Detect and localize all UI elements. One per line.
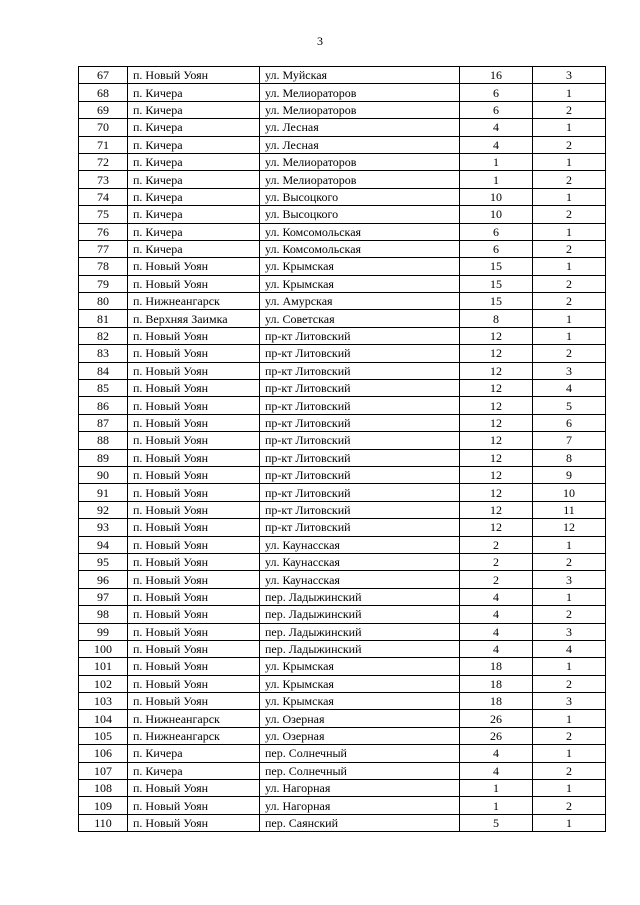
apartment-number-cell: 2 (533, 136, 606, 153)
table-row (79, 188, 606, 205)
apartment-number-cell: 2 (533, 606, 606, 623)
address-table-body (79, 67, 606, 832)
house-number-cell: 2 (460, 536, 533, 553)
row-number-cell: 99 (79, 623, 128, 640)
table-row (79, 67, 606, 84)
apartment-number-cell: 1 (533, 780, 606, 797)
row-number-cell: 87 (79, 414, 128, 431)
house-number-cell: 12 (460, 449, 533, 466)
locality-cell: п. Кичера (128, 153, 260, 170)
house-number-cell: 26 (460, 727, 533, 744)
apartment-number-cell: 12 (533, 519, 606, 536)
apartment-number-cell: 1 (533, 588, 606, 605)
apartment-number-cell: 1 (533, 223, 606, 240)
street-cell: ул. Нагорная (260, 780, 460, 797)
table-row (79, 240, 606, 257)
table-row (79, 536, 606, 553)
house-number-cell: 8 (460, 310, 533, 327)
house-number-cell: 12 (460, 397, 533, 414)
house-number-cell: 15 (460, 258, 533, 275)
table-row (79, 432, 606, 449)
locality-cell: п. Новый Уоян (128, 553, 260, 570)
street-cell: пер. Ладыжинский (260, 623, 460, 640)
table-row (79, 623, 606, 640)
apartment-number-cell: 1 (533, 327, 606, 344)
street-cell: пр-кт Литовский (260, 327, 460, 344)
apartment-number-cell: 1 (533, 536, 606, 553)
house-number-cell: 12 (460, 466, 533, 483)
apartment-number-cell: 3 (533, 67, 606, 84)
locality-cell: п. Новый Уоян (128, 275, 260, 292)
row-number-cell: 92 (79, 501, 128, 518)
table-row (79, 310, 606, 327)
street-cell: ул. Мелиораторов (260, 84, 460, 101)
house-number-cell: 18 (460, 693, 533, 710)
table-row (79, 380, 606, 397)
locality-cell: п. Новый Уоян (128, 797, 260, 814)
house-number-cell: 12 (460, 362, 533, 379)
address-table (78, 66, 606, 832)
apartment-number-cell: 3 (533, 693, 606, 710)
row-number-cell: 71 (79, 136, 128, 153)
locality-cell: п. Кичера (128, 206, 260, 223)
street-cell: ул. Крымская (260, 693, 460, 710)
row-number-cell: 89 (79, 449, 128, 466)
row-number-cell: 98 (79, 606, 128, 623)
row-number-cell: 81 (79, 310, 128, 327)
row-number-cell: 85 (79, 380, 128, 397)
table-row (79, 171, 606, 188)
apartment-number-cell: 8 (533, 449, 606, 466)
apartment-number-cell: 3 (533, 623, 606, 640)
apartment-number-cell: 6 (533, 414, 606, 431)
street-cell: пр-кт Литовский (260, 432, 460, 449)
street-cell: пер. Ладыжинский (260, 588, 460, 605)
house-number-cell: 12 (460, 432, 533, 449)
locality-cell: п. Кичера (128, 136, 260, 153)
street-cell: ул. Советская (260, 310, 460, 327)
apartment-number-cell: 1 (533, 745, 606, 762)
locality-cell: п. Новый Уоян (128, 536, 260, 553)
locality-cell: п. Новый Уоян (128, 362, 260, 379)
row-number-cell: 77 (79, 240, 128, 257)
table-row (79, 414, 606, 431)
table-row (79, 293, 606, 310)
apartment-number-cell: 2 (533, 275, 606, 292)
row-number-cell: 100 (79, 640, 128, 657)
locality-cell: п. Новый Уоян (128, 623, 260, 640)
house-number-cell: 1 (460, 171, 533, 188)
row-number-cell: 79 (79, 275, 128, 292)
street-cell: ул. Лесная (260, 136, 460, 153)
street-cell: ул. Озерная (260, 710, 460, 727)
house-number-cell: 6 (460, 223, 533, 240)
row-number-cell: 94 (79, 536, 128, 553)
row-number-cell: 104 (79, 710, 128, 727)
street-cell: пр-кт Литовский (260, 380, 460, 397)
apartment-number-cell: 1 (533, 710, 606, 727)
street-cell: ул. Муйская (260, 67, 460, 84)
row-number-cell: 105 (79, 727, 128, 744)
house-number-cell: 26 (460, 710, 533, 727)
table-row (79, 693, 606, 710)
row-number-cell: 110 (79, 814, 128, 831)
apartment-number-cell: 4 (533, 380, 606, 397)
apartment-number-cell: 4 (533, 640, 606, 657)
row-number-cell: 86 (79, 397, 128, 414)
row-number-cell: 83 (79, 345, 128, 362)
street-cell: пр-кт Литовский (260, 414, 460, 431)
table-row (79, 397, 606, 414)
table-row (79, 797, 606, 814)
apartment-number-cell: 11 (533, 501, 606, 518)
house-number-cell: 4 (460, 588, 533, 605)
table-row (79, 780, 606, 797)
apartment-number-cell: 1 (533, 119, 606, 136)
locality-cell: п. Новый Уоян (128, 519, 260, 536)
apartment-number-cell: 2 (533, 553, 606, 570)
street-cell: пер. Ладыжинский (260, 606, 460, 623)
locality-cell: п. Новый Уоян (128, 380, 260, 397)
street-cell: пр-кт Литовский (260, 345, 460, 362)
locality-cell: п. Новый Уоян (128, 640, 260, 657)
table-row (79, 519, 606, 536)
street-cell: ул. Крымская (260, 275, 460, 292)
table-row (79, 484, 606, 501)
locality-cell: п. Кичера (128, 223, 260, 240)
table-row (79, 640, 606, 657)
row-number-cell: 72 (79, 153, 128, 170)
street-cell: пр-кт Литовский (260, 397, 460, 414)
apartment-number-cell: 1 (533, 84, 606, 101)
row-number-cell: 68 (79, 84, 128, 101)
table-row (79, 588, 606, 605)
house-number-cell: 12 (460, 484, 533, 501)
street-cell: пр-кт Литовский (260, 466, 460, 483)
locality-cell: п. Новый Уоян (128, 693, 260, 710)
house-number-cell: 15 (460, 275, 533, 292)
locality-cell: п. Новый Уоян (128, 780, 260, 797)
apartment-number-cell: 1 (533, 258, 606, 275)
table-row (79, 362, 606, 379)
house-number-cell: 4 (460, 119, 533, 136)
house-number-cell: 12 (460, 519, 533, 536)
house-number-cell: 4 (460, 745, 533, 762)
row-number-cell: 75 (79, 206, 128, 223)
row-number-cell: 90 (79, 466, 128, 483)
street-cell: ул. Озерная (260, 727, 460, 744)
row-number-cell: 82 (79, 327, 128, 344)
table-row (79, 727, 606, 744)
street-cell: пр-кт Литовский (260, 449, 460, 466)
table-row (79, 136, 606, 153)
table-row (79, 223, 606, 240)
apartment-number-cell: 2 (533, 240, 606, 257)
street-cell: ул. Нагорная (260, 797, 460, 814)
table-row (79, 119, 606, 136)
page-number: 3 (317, 34, 323, 48)
locality-cell: п. Новый Уоян (128, 571, 260, 588)
street-cell: ул. Комсомольская (260, 223, 460, 240)
street-cell: ул. Высоцкого (260, 188, 460, 205)
house-number-cell: 1 (460, 780, 533, 797)
apartment-number-cell: 9 (533, 466, 606, 483)
apartment-number-cell: 2 (533, 345, 606, 362)
row-number-cell: 74 (79, 188, 128, 205)
table-row (79, 206, 606, 223)
apartment-number-cell: 3 (533, 571, 606, 588)
table-row (79, 571, 606, 588)
house-number-cell: 18 (460, 675, 533, 692)
row-number-cell: 97 (79, 588, 128, 605)
locality-cell: п. Кичера (128, 188, 260, 205)
table-row (79, 658, 606, 675)
table-row (79, 501, 606, 518)
street-cell: ул. Каунасская (260, 536, 460, 553)
locality-cell: п. Кичера (128, 119, 260, 136)
table-row (79, 258, 606, 275)
apartment-number-cell: 2 (533, 293, 606, 310)
locality-cell: п. Новый Уоян (128, 466, 260, 483)
apartment-number-cell: 3 (533, 362, 606, 379)
row-number-cell: 106 (79, 745, 128, 762)
locality-cell: п. Нижнеангарск (128, 293, 260, 310)
street-cell: пр-кт Литовский (260, 362, 460, 379)
row-number-cell: 96 (79, 571, 128, 588)
locality-cell: п. Новый Уоян (128, 397, 260, 414)
row-number-cell: 73 (79, 171, 128, 188)
street-cell: ул. Мелиораторов (260, 101, 460, 118)
street-cell: пер. Ладыжинский (260, 640, 460, 657)
street-cell: пр-кт Литовский (260, 519, 460, 536)
house-number-cell: 1 (460, 797, 533, 814)
house-number-cell: 12 (460, 380, 533, 397)
table-row (79, 327, 606, 344)
apartment-number-cell: 1 (533, 310, 606, 327)
street-cell: ул. Мелиораторов (260, 153, 460, 170)
table-row (79, 449, 606, 466)
locality-cell: п. Нижнеангарск (128, 727, 260, 744)
house-number-cell: 12 (460, 345, 533, 362)
row-number-cell: 109 (79, 797, 128, 814)
street-cell: ул. Амурская (260, 293, 460, 310)
street-cell: ул. Лесная (260, 119, 460, 136)
row-number-cell: 95 (79, 553, 128, 570)
row-number-cell: 84 (79, 362, 128, 379)
street-cell: ул. Каунасская (260, 553, 460, 570)
house-number-cell: 10 (460, 206, 533, 223)
house-number-cell: 4 (460, 136, 533, 153)
house-number-cell: 4 (460, 762, 533, 779)
row-number-cell: 108 (79, 780, 128, 797)
locality-cell: п. Кичера (128, 745, 260, 762)
row-number-cell: 88 (79, 432, 128, 449)
apartment-number-cell: 2 (533, 727, 606, 744)
apartment-number-cell: 1 (533, 188, 606, 205)
row-number-cell: 78 (79, 258, 128, 275)
locality-cell: п. Кичера (128, 84, 260, 101)
locality-cell: п. Новый Уоян (128, 606, 260, 623)
house-number-cell: 12 (460, 327, 533, 344)
table-row (79, 345, 606, 362)
house-number-cell: 4 (460, 606, 533, 623)
apartment-number-cell: 1 (533, 153, 606, 170)
apartment-number-cell: 10 (533, 484, 606, 501)
row-number-cell: 103 (79, 693, 128, 710)
street-cell: пер. Саянский (260, 814, 460, 831)
street-cell: пер. Солнечный (260, 745, 460, 762)
house-number-cell: 4 (460, 640, 533, 657)
locality-cell: п. Новый Уоян (128, 67, 260, 84)
house-number-cell: 15 (460, 293, 533, 310)
locality-cell: п. Новый Уоян (128, 675, 260, 692)
row-number-cell: 69 (79, 101, 128, 118)
table-row (79, 84, 606, 101)
locality-cell: п. Кичера (128, 762, 260, 779)
locality-cell: п. Новый Уоян (128, 345, 260, 362)
street-cell: ул. Крымская (260, 658, 460, 675)
house-number-cell: 6 (460, 84, 533, 101)
locality-cell: п. Новый Уоян (128, 501, 260, 518)
locality-cell: п. Новый Уоян (128, 327, 260, 344)
street-cell: ул. Крымская (260, 258, 460, 275)
locality-cell: п. Новый Уоян (128, 814, 260, 831)
house-number-cell: 1 (460, 153, 533, 170)
apartment-number-cell: 1 (533, 658, 606, 675)
house-number-cell: 5 (460, 814, 533, 831)
table-row (79, 553, 606, 570)
table-row (79, 675, 606, 692)
street-cell: пр-кт Литовский (260, 484, 460, 501)
table-row (79, 745, 606, 762)
table-row (79, 153, 606, 170)
house-number-cell: 6 (460, 240, 533, 257)
street-cell: пер. Солнечный (260, 762, 460, 779)
street-cell: ул. Комсомольская (260, 240, 460, 257)
table-row (79, 814, 606, 831)
house-number-cell: 2 (460, 571, 533, 588)
row-number-cell: 107 (79, 762, 128, 779)
house-number-cell: 6 (460, 101, 533, 118)
row-number-cell: 70 (79, 119, 128, 136)
house-number-cell: 2 (460, 553, 533, 570)
house-number-cell: 18 (460, 658, 533, 675)
table-row (79, 101, 606, 118)
apartment-number-cell: 2 (533, 797, 606, 814)
apartment-number-cell: 2 (533, 101, 606, 118)
table-row (79, 275, 606, 292)
table-row (79, 606, 606, 623)
locality-cell: п. Новый Уоян (128, 484, 260, 501)
locality-cell: п. Кичера (128, 171, 260, 188)
row-number-cell: 93 (79, 519, 128, 536)
house-number-cell: 10 (460, 188, 533, 205)
street-cell: ул. Высоцкого (260, 206, 460, 223)
row-number-cell: 76 (79, 223, 128, 240)
house-number-cell: 4 (460, 623, 533, 640)
locality-cell: п. Новый Уоян (128, 588, 260, 605)
locality-cell: п. Кичера (128, 101, 260, 118)
street-cell: ул. Мелиораторов (260, 171, 460, 188)
locality-cell: п. Новый Уоян (128, 432, 260, 449)
locality-cell: п. Верхняя Заимка (128, 310, 260, 327)
street-cell: ул. Каунасская (260, 571, 460, 588)
table-row (79, 762, 606, 779)
locality-cell: п. Нижнеангарск (128, 710, 260, 727)
apartment-number-cell: 2 (533, 762, 606, 779)
apartment-number-cell: 2 (533, 206, 606, 223)
locality-cell: п. Новый Уоян (128, 414, 260, 431)
locality-cell: п. Новый Уоян (128, 449, 260, 466)
street-cell: ул. Крымская (260, 675, 460, 692)
locality-cell: п. Новый Уоян (128, 258, 260, 275)
row-number-cell: 91 (79, 484, 128, 501)
apartment-number-cell: 2 (533, 675, 606, 692)
locality-cell: п. Новый Уоян (128, 658, 260, 675)
apartment-number-cell: 2 (533, 171, 606, 188)
apartment-number-cell: 5 (533, 397, 606, 414)
row-number-cell: 80 (79, 293, 128, 310)
apartment-number-cell: 1 (533, 814, 606, 831)
table-row (79, 466, 606, 483)
locality-cell: п. Кичера (128, 240, 260, 257)
house-number-cell: 12 (460, 501, 533, 518)
apartment-number-cell: 7 (533, 432, 606, 449)
house-number-cell: 12 (460, 414, 533, 431)
house-number-cell: 16 (460, 67, 533, 84)
row-number-cell: 101 (79, 658, 128, 675)
row-number-cell: 67 (79, 67, 128, 84)
street-cell: пр-кт Литовский (260, 501, 460, 518)
table-row (79, 710, 606, 727)
row-number-cell: 102 (79, 675, 128, 692)
